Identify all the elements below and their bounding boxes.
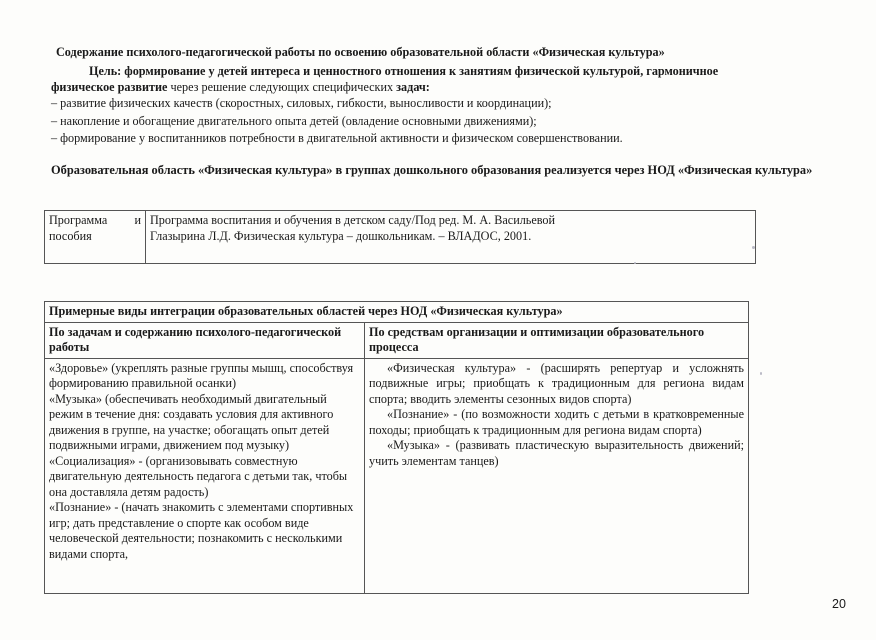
task-item: – накопление и обогащение двигательного опыта детей (овладение основными движениями); [51, 114, 537, 128]
col1-header: По задачам и содержанию психолого-педагогической работы [45, 322, 365, 358]
scan-speck [760, 372, 762, 375]
integration-paragraph: «Физическая культура» - (расширять репертуар и усложнять подвижные игры; приобщать к традиционным для региона видам спорта; вводить элементы сезонных видов спорта) [369, 360, 744, 406]
goal-rest-text: через решение следующих специфических [167, 80, 397, 94]
program-table [44, 210, 756, 264]
goal-continuation [51, 80, 430, 95]
integration-table-title: Примерные виды интеграции образовательных областей через НОД «Физическая культура» [45, 302, 749, 323]
realization-statement: Образовательная область «Физическая культура» в группах дошкольного образования реализуется через НОД «Физическая культура» [51, 163, 813, 177]
table-header-row [45, 322, 749, 358]
program-line: Глазырина Л.Д. Физическая культура – дошкольникам. – ВЛАДОС, 2001. [150, 228, 532, 243]
page-number: 20 [832, 597, 846, 611]
integration-paragraph: «Социализация» - (организовывать совместную двигательную деятельность педагога с детьми так, чтобы она доставляла детям радость) [49, 453, 348, 499]
goal-statement: Цель: формирование у детей интереса и ценностного отношения к занятиям физической культурой, гармоничное [89, 64, 719, 78]
scan-speck [752, 246, 755, 249]
scan-speck [634, 262, 636, 264]
integration-paragraph: «Музыка» (обеспечивать необходимый двигательный режим в течение дня: создавать условия для активного движения в группе, на участке; обогащать опыт детей подвижными играми, движением под музыку) [49, 391, 334, 452]
integration-paragraph: «Познание» - (по возможности ходить с детьми в кратковременные походы; приобщать к традиционным для региона видам спорта) [369, 407, 744, 437]
col1-content [45, 358, 365, 593]
task-item: – развитие физических качеств (скоростных, силовых, гибкости, выносливости и координации); [51, 96, 552, 110]
table-row [45, 211, 756, 264]
table-row [45, 358, 749, 593]
program-line: Программа воспитания и обучения в детском саду/Под ред. М. А. Васильевой [150, 213, 556, 227]
section-heading: Содержание психолого-педагогической работы по освоению образовательной области «Физическая культура» [56, 45, 665, 59]
integration-paragraph: «Музыка» - (развивать пластическую выразительность движений; учить элементам танцев) [369, 438, 744, 468]
tasks-word: задач: [396, 80, 430, 94]
integration-paragraph: «Здоровье» (укреплять разные группы мышц, способствуя формированию правильной осанки) [49, 360, 354, 390]
program-content-cell [146, 211, 756, 264]
integration-table [44, 301, 749, 594]
goal-bold-phrase: физическое развитие [51, 80, 168, 94]
table-title-row [45, 302, 749, 323]
task-item: – формирование у воспитанников потребности в двигательной активности и физическом совершенствовании. [51, 131, 623, 145]
col2-content [365, 358, 749, 593]
col2-header: По средствам организации и оптимизации образовательного процесса [365, 322, 749, 358]
integration-paragraph: «Познание» - (начать знакомить с элементами спортивных игр; дать представление о спорте как особом виде человеческой деятельности; познакомить с несколькими видами спорта, [49, 500, 354, 561]
program-label-cell: Программа и пособия [45, 211, 146, 264]
